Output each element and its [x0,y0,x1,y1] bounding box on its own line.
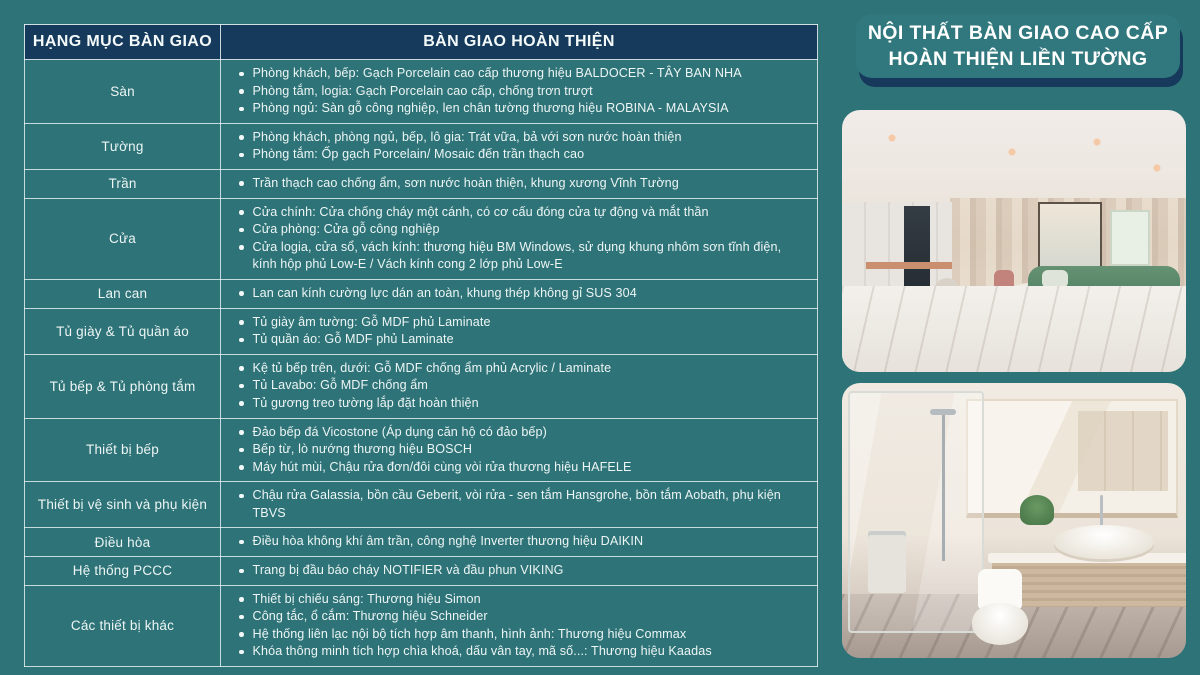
spec-item [237,65,807,83]
spec-item-text: Khóa thông minh tích hợp chìa khoá, dấu vân tay, mã số...: Thương hiệu Kaadas [252,644,712,659]
ceiling-lights [842,110,1186,200]
handover-table-body [25,60,818,667]
spec-item-text: Điều hòa không khí âm trần, công nghệ Inverter thương hiệu DAIKIN [252,534,644,549]
shower-pole [942,411,945,561]
spec-items-cell [221,60,818,124]
bullet-icon [239,153,244,158]
bullet-icon [239,569,244,574]
spec-item-text: Phòng khách, bếp: Gạch Porcelain cao cấp thương hiệu BALDOCER - TÂY BAN NHA [252,66,742,80]
spec-item-text: Hệ thống liên lạc nội bộ tích hợp âm thanh, hình ảnh: Thương hiệu Commax [252,626,687,641]
bullet-icon [239,107,244,112]
table-row [25,482,818,528]
category-cell: Trần [25,169,221,198]
spec-item-text: Cửa logia, cửa sổ, vách kính: thương hiệu BM Windows, sử dụng khung nhôm sơn tĩnh điện, kính hộp phủ Low-E / Vách kính cong 2 lớp phủ Low-E [252,239,782,272]
spec-item-text: Tủ gương treo tường lắp đặt hoàn thiện [252,395,479,410]
bullet-icon [239,320,244,325]
bullet-icon [239,384,244,389]
spec-item [237,643,807,661]
spec-items-cell [221,308,818,354]
spec-item-text: Đảo bếp đá Vicostone (Áp dụng căn hộ có đảo bếp) [252,424,547,439]
bullet-icon [239,494,244,499]
spec-item-text: Bếp từ, lò nướng thương hiệu BOSCH [252,442,473,457]
towel [868,535,906,593]
spec-item [237,459,807,477]
sink-basin [1054,525,1154,559]
spec-item [237,204,807,222]
bullet-icon [239,72,244,77]
header-category: HẠNG MỤC BÀN GIAO [25,25,221,60]
spec-item [237,377,807,395]
category-cell: Hệ thống PCCC [25,557,221,586]
table-row [25,279,818,308]
bullet-icon [239,615,244,620]
spec-item-text: Cửa chính: Cửa chống cháy một cánh, có cơ cấu đóng cửa tự động và mắt thần [252,204,709,219]
category-cell: Lan can [25,279,221,308]
bullet-icon [239,448,244,453]
spec-items-cell [221,418,818,482]
handover-table [24,24,818,667]
spec-item [237,626,807,644]
category-cell: Các thiết bị khác [25,585,221,666]
kitchen-island [866,262,952,269]
spec-item-text: Tủ Lavabo: Gỗ MDF chống ẩm [252,378,428,393]
spec-item [237,83,807,101]
spec-item [237,314,807,332]
category-cell: Thiết bị vệ sinh và phụ kiện [25,482,221,528]
spec-item-text: Tủ quần áo: Gỗ MDF phủ Laminate [252,332,454,347]
bullet-icon [239,597,244,602]
spec-item [237,239,807,274]
plant [1020,495,1054,525]
spec-item-text: Công tắc, ổ cắm: Thương hiệu Schneider [252,609,488,624]
spec-item [237,100,807,118]
bullet-icon [239,540,244,545]
spec-item [237,360,807,378]
mirror-cabinet [1078,411,1168,491]
spec-item-text: Phòng khách, phòng ngủ, bếp, lô gia: Trát vữa, bả với sơn nước hoàn thiện [252,129,682,144]
spec-items-cell [221,482,818,528]
table-row [25,354,818,418]
spec-item-text: Thiết bị chiếu sáng: Thương hiệu Simon [252,591,481,606]
bullet-icon [239,366,244,371]
wall-art [1110,210,1150,266]
living-room-photo [842,110,1186,372]
spec-item [237,285,807,303]
bullet-icon [239,401,244,406]
spec-items-cell [221,585,818,666]
spec-item [237,175,807,193]
bullet-icon [239,632,244,637]
spec-item-text: Phòng ngủ: Sàn gỗ công nghiệp, len chân tường thương hiệu ROBINA - MALAYSIA [252,101,729,116]
spec-item [237,533,807,551]
table-row [25,585,818,666]
table-row [25,308,818,354]
bullet-icon [239,650,244,655]
spec-item [237,331,807,349]
category-cell: Tủ giày & Tủ quần áo [25,308,221,354]
spec-items-cell [221,557,818,586]
table-row [25,60,818,124]
spec-item-text: Phòng tắm, logia: Gạch Porcelain cao cấp, chống trơn trượt [252,83,593,98]
spec-item [237,441,807,459]
table-row [25,557,818,586]
spec-item [237,221,807,239]
spec-item [237,395,807,413]
bullet-icon [239,291,244,296]
category-cell: Điều hòa [25,528,221,557]
faucet [1100,495,1103,529]
side-title-line1: NỘI THẤT BÀN GIAO CAO CẤP [867,22,1169,44]
side-title-line2: HOÀN THIỆN LIỀN TƯỜNG [888,48,1148,70]
spec-item-text: Chậu rửa Galassia, bồn cầu Geberit, vòi rửa - sen tắm Hansgrohe, bồn tắm Aobath, phụ kiện TBVS [252,488,781,520]
marble-floor [842,286,1186,372]
spec-item-text: Trần thạch cao chống ẩm, sơn nước hoàn thiện, khung xương Vĩnh Tường [252,175,679,190]
category-cell: Sàn [25,60,221,124]
bullet-icon [239,430,244,435]
spec-item-text: Tủ giày âm tường: Gỗ MDF phủ Laminate [252,314,491,329]
table-header-row [25,25,818,60]
toilet-bowl [972,603,1028,645]
spec-item [237,424,807,442]
spec-items-cell [221,198,818,279]
category-cell: Thiết bị bếp [25,418,221,482]
category-cell: Tủ bếp & Tủ phòng tắm [25,354,221,418]
table-row [25,123,818,169]
bullet-icon [239,135,244,140]
bullet-icon [239,465,244,470]
table-row [25,418,818,482]
spec-item-text: Trang bị đầu báo cháy NOTIFIER và đầu phun VIKING [252,563,564,578]
spec-items-cell [221,528,818,557]
bathroom-photo [842,383,1186,658]
side-title-banner [856,14,1180,78]
spec-item-text: Phòng tắm: Ốp gạch Porcelain/ Mosaic đến trần thạch cao [252,147,585,162]
spec-item-text: Máy hút mùi, Chậu rửa đơn/đôi cùng vòi rửa thương hiệu HAFELE [252,459,632,474]
spec-items-cell [221,354,818,418]
bullet-icon [239,228,244,233]
spec-item [237,146,807,164]
shower-head [930,409,956,415]
spec-items-cell [221,123,818,169]
bullet-icon [239,210,244,215]
spec-item [237,487,807,522]
table-row [25,169,818,198]
spec-items-cell [221,279,818,308]
spec-item-text: Lan can kính cường lực dán an toàn, khung thép không gỉ SUS 304 [252,285,637,300]
category-cell: Cửa [25,198,221,279]
spec-item [237,562,807,580]
glass-shower [848,391,984,633]
spec-item [237,591,807,609]
category-cell: Tường [25,123,221,169]
spec-item-text: Cửa phòng: Cửa gỗ công nghiệp [252,222,440,237]
spec-item [237,608,807,626]
table-row [25,528,818,557]
header-details: BÀN GIAO HOÀN THIỆN [221,25,818,60]
bullet-icon [239,245,244,250]
bullet-icon [239,89,244,94]
spec-items-cell [221,169,818,198]
bullet-icon [239,338,244,343]
table-row [25,198,818,279]
spec-item [237,129,807,147]
spec-item-text: Kệ tủ bếp trên, dưới: Gỗ MDF chống ẩm phủ Acrylic / Laminate [252,360,612,375]
bullet-icon [239,181,244,186]
